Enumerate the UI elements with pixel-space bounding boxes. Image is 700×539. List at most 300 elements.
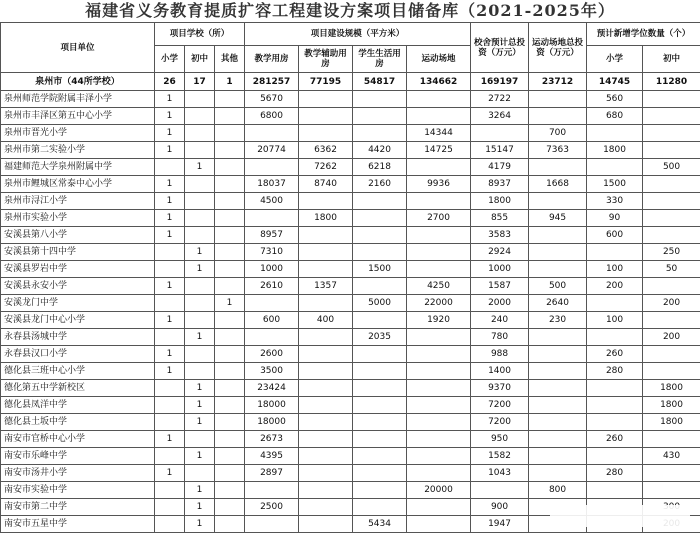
table-cell — [155, 329, 185, 346]
table-cell: 2600 — [245, 346, 299, 363]
table-cell — [155, 397, 185, 414]
table-cell: 1947 — [471, 516, 529, 533]
table-cell — [529, 465, 587, 482]
table-cell — [587, 448, 643, 465]
table-cell — [407, 159, 471, 176]
table-cell — [587, 414, 643, 431]
school-name-cell: 安溪县龙门中心小学 — [1, 312, 155, 329]
table-cell: 1 — [155, 227, 185, 244]
table-cell — [407, 193, 471, 210]
table-cell: 1582 — [471, 448, 529, 465]
table-cell: 2722 — [471, 91, 529, 108]
school-name-cell: 泉州市丰泽区第五中心小学 — [1, 108, 155, 125]
table-cell: 2897 — [245, 465, 299, 482]
table-cell: 3583 — [471, 227, 529, 244]
header-other: 其他 — [215, 46, 245, 73]
table-cell: 560 — [587, 91, 643, 108]
table-cell — [185, 108, 215, 125]
table-cell: 8957 — [245, 227, 299, 244]
table-cell — [155, 448, 185, 465]
total-cell: 23712 — [529, 73, 587, 91]
table-cell: 1 — [155, 210, 185, 227]
table-cell — [299, 295, 353, 312]
header-junior: 初中 — [185, 46, 215, 73]
table-cell — [407, 431, 471, 448]
table-row — [1, 142, 700, 159]
header-unit: 项目单位 — [1, 23, 155, 73]
table-cell — [215, 261, 245, 278]
table-cell: 7200 — [471, 397, 529, 414]
table-cell: 1 — [155, 346, 185, 363]
table-cell: 1 — [185, 499, 215, 516]
header-school-group: 项目学校（所） — [155, 23, 245, 46]
table-cell — [245, 329, 299, 346]
table-cell — [353, 414, 407, 431]
table-cell — [529, 448, 587, 465]
school-name-cell: 安溪县永安小学 — [1, 278, 155, 295]
table-cell: 4179 — [471, 159, 529, 176]
school-name-cell: 德化县凤洋中学 — [1, 397, 155, 414]
table-row — [1, 193, 700, 210]
table-cell — [529, 108, 587, 125]
school-name-cell: 泉州市第二实验小学 — [1, 142, 155, 159]
table-cell: 2673 — [245, 431, 299, 448]
total-cell: 169197 — [471, 73, 529, 91]
table-cell — [643, 142, 700, 159]
table-cell: 2160 — [353, 176, 407, 193]
total-cell: 26 — [155, 73, 185, 91]
table-cell: 1000 — [471, 261, 529, 278]
total-cell: 54817 — [353, 73, 407, 91]
table-cell: 1 — [185, 448, 215, 465]
table-cell: 240 — [471, 312, 529, 329]
table-cell: 1 — [155, 363, 185, 380]
table-cell — [215, 193, 245, 210]
table-cell — [353, 278, 407, 295]
table-cell: 230 — [529, 312, 587, 329]
table-row — [1, 346, 700, 363]
school-name-cell: 泉州市鲤城区常泰中心小学 — [1, 176, 155, 193]
table-cell — [529, 159, 587, 176]
table-cell — [407, 397, 471, 414]
table-cell — [353, 312, 407, 329]
table-cell — [407, 448, 471, 465]
table-cell — [155, 516, 185, 533]
table-cell — [215, 125, 245, 142]
header-seats-junior: 初中 — [643, 46, 700, 73]
table-cell: 1 — [185, 244, 215, 261]
table-cell: 14344 — [407, 125, 471, 142]
table-cell — [299, 516, 353, 533]
table-cell: 2000 — [471, 295, 529, 312]
school-name-cell: 泉州市实验小学 — [1, 210, 155, 227]
school-name-cell: 南安市第二中学 — [1, 499, 155, 516]
table-cell — [299, 125, 353, 142]
school-name-cell: 安溪县第十四中学 — [1, 244, 155, 261]
table-cell — [529, 346, 587, 363]
table-cell — [529, 363, 587, 380]
table-cell: 280 — [587, 465, 643, 482]
table-cell: 14725 — [407, 142, 471, 159]
table-cell: 100 — [587, 312, 643, 329]
table-cell: 7262 — [299, 159, 353, 176]
table-cell — [215, 516, 245, 533]
table-cell — [155, 482, 185, 499]
table-cell — [353, 431, 407, 448]
table-cell: 1357 — [299, 278, 353, 295]
table-cell — [407, 414, 471, 431]
table-cell — [353, 91, 407, 108]
table-cell: 1587 — [471, 278, 529, 295]
table-cell — [643, 278, 700, 295]
table-cell: 1500 — [353, 261, 407, 278]
header-row-1 — [1, 23, 700, 46]
table-cell — [471, 125, 529, 142]
table-cell — [643, 227, 700, 244]
table-cell: 100 — [587, 261, 643, 278]
table-cell — [407, 108, 471, 125]
table-cell: 1 — [185, 397, 215, 414]
school-name-cell: 泉州师范学院附属丰泽小学 — [1, 91, 155, 108]
header-seats-primary: 小学 — [587, 46, 643, 73]
table-row — [1, 363, 700, 380]
table-cell — [215, 499, 245, 516]
table-cell: 7200 — [471, 414, 529, 431]
table-cell — [185, 431, 215, 448]
table-cell — [185, 176, 215, 193]
table-cell — [299, 465, 353, 482]
total-row — [1, 73, 700, 91]
table-cell: 780 — [471, 329, 529, 346]
table-cell — [353, 465, 407, 482]
table-cell — [353, 210, 407, 227]
total-cell: 134662 — [407, 73, 471, 91]
total-cell: 281257 — [245, 73, 299, 91]
table-cell: 1 — [155, 142, 185, 159]
table-cell — [643, 431, 700, 448]
table-cell — [529, 397, 587, 414]
table-cell — [215, 244, 245, 261]
table-cell — [299, 329, 353, 346]
table-cell — [299, 227, 353, 244]
table-cell — [353, 108, 407, 125]
table-cell: 8740 — [299, 176, 353, 193]
header-seats-group: 预计新增学位数量（个） — [587, 23, 700, 46]
table-cell: 1400 — [471, 363, 529, 380]
table-cell — [299, 414, 353, 431]
table-cell — [185, 210, 215, 227]
school-name-cell: 南安市汤井小学 — [1, 465, 155, 482]
table-cell — [299, 193, 353, 210]
table-cell — [643, 91, 700, 108]
header-primary: 小学 — [155, 46, 185, 73]
table-cell — [299, 244, 353, 261]
table-cell — [407, 227, 471, 244]
table-cell: 22000 — [407, 295, 471, 312]
table-cell — [529, 329, 587, 346]
table-cell — [299, 261, 353, 278]
table-cell — [215, 108, 245, 125]
table-cell: 7363 — [529, 142, 587, 159]
total-cell: 14745 — [587, 73, 643, 91]
table-cell — [185, 295, 215, 312]
table-cell — [215, 159, 245, 176]
table-cell — [643, 108, 700, 125]
table-cell — [407, 244, 471, 261]
table-row — [1, 176, 700, 193]
table-cell — [407, 499, 471, 516]
total-cell: 77195 — [299, 73, 353, 91]
table-cell — [215, 380, 245, 397]
table-cell — [245, 295, 299, 312]
table-cell — [643, 465, 700, 482]
table-cell: 4250 — [407, 278, 471, 295]
table-cell: 9936 — [407, 176, 471, 193]
table-cell — [587, 397, 643, 414]
table-cell: 7310 — [245, 244, 299, 261]
table-cell: 800 — [529, 482, 587, 499]
table-cell — [299, 346, 353, 363]
table-cell: 430 — [643, 448, 700, 465]
table-cell: 1000 — [245, 261, 299, 278]
table-cell: 23424 — [245, 380, 299, 397]
header-teaching: 教学用房 — [245, 46, 299, 73]
table-cell — [299, 448, 353, 465]
table-cell: 4395 — [245, 448, 299, 465]
table-cell: 18000 — [245, 414, 299, 431]
table-cell: 2924 — [471, 244, 529, 261]
table-cell — [299, 108, 353, 125]
table-cell — [245, 159, 299, 176]
table-cell — [471, 482, 529, 499]
table-cell — [155, 295, 185, 312]
school-name-cell: 安溪县罗岩中学 — [1, 261, 155, 278]
school-name-cell: 福建师范大学泉州附属中学 — [1, 159, 155, 176]
table-cell — [407, 346, 471, 363]
table-cell: 1 — [185, 159, 215, 176]
table-cell — [407, 380, 471, 397]
table-cell: 1 — [155, 465, 185, 482]
table-cell — [643, 210, 700, 227]
school-name-cell: 永春县汤城中学 — [1, 329, 155, 346]
table-cell — [155, 159, 185, 176]
table-cell — [215, 431, 245, 448]
table-row — [1, 448, 700, 465]
table-cell — [529, 261, 587, 278]
school-name-cell: 德化县三班中心小学 — [1, 363, 155, 380]
table-cell — [407, 91, 471, 108]
header-scale-group: 项目建设规模（平方米） — [245, 23, 471, 46]
school-name-cell: 德化县土坂中学 — [1, 414, 155, 431]
table-cell — [185, 465, 215, 482]
table-cell — [245, 516, 299, 533]
school-name-cell: 永春县汉口小学 — [1, 346, 155, 363]
table-cell — [353, 380, 407, 397]
table-cell — [587, 125, 643, 142]
table-cell — [299, 363, 353, 380]
table-row — [1, 227, 700, 244]
table-cell — [643, 346, 700, 363]
table-cell: 988 — [471, 346, 529, 363]
table-cell: 20774 — [245, 142, 299, 159]
table-cell: 1 — [215, 295, 245, 312]
table-cell: 1 — [155, 176, 185, 193]
table-row — [1, 91, 700, 108]
table-cell — [215, 142, 245, 159]
table-cell — [215, 482, 245, 499]
table-cell: 1 — [155, 193, 185, 210]
total-cell: 泉州市（44所学校） — [1, 73, 155, 91]
table-cell — [407, 516, 471, 533]
table-cell: 90 — [587, 210, 643, 227]
table-cell — [185, 227, 215, 244]
table-cell: 280 — [587, 363, 643, 380]
table-cell: 9370 — [471, 380, 529, 397]
table-cell: 20000 — [407, 482, 471, 499]
school-name-cell: 安溪龙门中学 — [1, 295, 155, 312]
table-cell — [587, 159, 643, 176]
table-cell — [353, 193, 407, 210]
table-cell — [185, 363, 215, 380]
table-cell — [353, 363, 407, 380]
table-cell — [185, 278, 215, 295]
table-cell: 855 — [471, 210, 529, 227]
table-cell — [185, 346, 215, 363]
table-cell: 1 — [155, 312, 185, 329]
table-cell — [215, 363, 245, 380]
table-cell: 5670 — [245, 91, 299, 108]
table-cell — [185, 312, 215, 329]
watermark-cover — [550, 505, 690, 527]
table-cell: 330 — [587, 193, 643, 210]
table-cell — [587, 244, 643, 261]
table-cell — [353, 244, 407, 261]
table-cell: 2610 — [245, 278, 299, 295]
table-cell: 500 — [643, 159, 700, 176]
table-cell — [215, 210, 245, 227]
table-cell — [299, 397, 353, 414]
table-cell — [353, 499, 407, 516]
total-cell: 17 — [185, 73, 215, 91]
table-cell — [529, 244, 587, 261]
table-cell — [643, 193, 700, 210]
table-row — [1, 295, 700, 312]
table-cell: 1 — [185, 329, 215, 346]
table-row — [1, 380, 700, 397]
table-row — [1, 261, 700, 278]
table-body — [1, 73, 700, 533]
table-cell — [299, 380, 353, 397]
table-cell — [353, 482, 407, 499]
table-cell — [643, 125, 700, 142]
table-cell — [155, 244, 185, 261]
table-cell — [407, 363, 471, 380]
table-cell: 1800 — [643, 414, 700, 431]
table-cell: 1 — [185, 482, 215, 499]
table-cell — [185, 142, 215, 159]
table-cell: 1 — [155, 91, 185, 108]
table-cell: 250 — [643, 244, 700, 261]
table-cell — [299, 499, 353, 516]
table-cell: 900 — [471, 499, 529, 516]
table-cell — [643, 482, 700, 499]
table-cell — [529, 91, 587, 108]
table-cell: 945 — [529, 210, 587, 227]
table-cell: 500 — [529, 278, 587, 295]
table-cell — [587, 329, 643, 346]
school-name-cell: 南安市乐峰中学 — [1, 448, 155, 465]
table-cell — [245, 210, 299, 227]
school-name-cell: 安溪县第八小学 — [1, 227, 155, 244]
table-cell — [245, 125, 299, 142]
table-cell — [215, 91, 245, 108]
table-cell — [587, 482, 643, 499]
total-cell: 1 — [215, 73, 245, 91]
table-cell: 1 — [185, 261, 215, 278]
table-cell: 400 — [299, 312, 353, 329]
school-name-cell: 德化第五中学新校区 — [1, 380, 155, 397]
school-name-cell: 泉州市晋光小学 — [1, 125, 155, 142]
table-cell: 18037 — [245, 176, 299, 193]
table-row — [1, 278, 700, 295]
table-row — [1, 397, 700, 414]
table-cell: 18000 — [245, 397, 299, 414]
table-cell — [185, 91, 215, 108]
table-cell — [529, 414, 587, 431]
table-cell: 1500 — [587, 176, 643, 193]
table-cell: 700 — [529, 125, 587, 142]
table-cell: 200 — [643, 329, 700, 346]
table-cell: 1 — [185, 414, 215, 431]
page-title: 福建省义务教育提质扩容工程建设方案项目储备库（2021-2025年） — [85, 1, 615, 20]
table-cell — [643, 176, 700, 193]
table-cell: 5434 — [353, 516, 407, 533]
table-row — [1, 125, 700, 142]
table-cell — [155, 414, 185, 431]
table-cell: 4500 — [245, 193, 299, 210]
table-cell: 1800 — [643, 397, 700, 414]
table-cell: 1 — [155, 278, 185, 295]
table-cell — [529, 227, 587, 244]
table-cell — [407, 465, 471, 482]
school-name-cell: 泉州市浔江小学 — [1, 193, 155, 210]
table-cell: 260 — [587, 346, 643, 363]
table-cell: 600 — [245, 312, 299, 329]
table-cell: 2500 — [245, 499, 299, 516]
table-cell: 1800 — [643, 380, 700, 397]
table-cell — [215, 414, 245, 431]
table-cell — [215, 312, 245, 329]
table-cell: 5000 — [353, 295, 407, 312]
table-cell: 3264 — [471, 108, 529, 125]
table-cell — [299, 482, 353, 499]
project-table — [0, 22, 700, 533]
header-invest: 校舍预计总投资（万元） — [471, 23, 529, 73]
table-row — [1, 431, 700, 448]
header-living: 学生生活用房 — [353, 46, 407, 73]
table-cell — [215, 227, 245, 244]
table-cell — [529, 193, 587, 210]
table-cell: 1920 — [407, 312, 471, 329]
table-cell: 1 — [185, 380, 215, 397]
table-cell — [245, 482, 299, 499]
table-cell: 6218 — [353, 159, 407, 176]
table-cell: 260 — [587, 431, 643, 448]
table-cell — [155, 380, 185, 397]
school-name-cell: 南安市实验中学 — [1, 482, 155, 499]
header-sports: 运动场地 — [407, 46, 471, 73]
table-row — [1, 465, 700, 482]
